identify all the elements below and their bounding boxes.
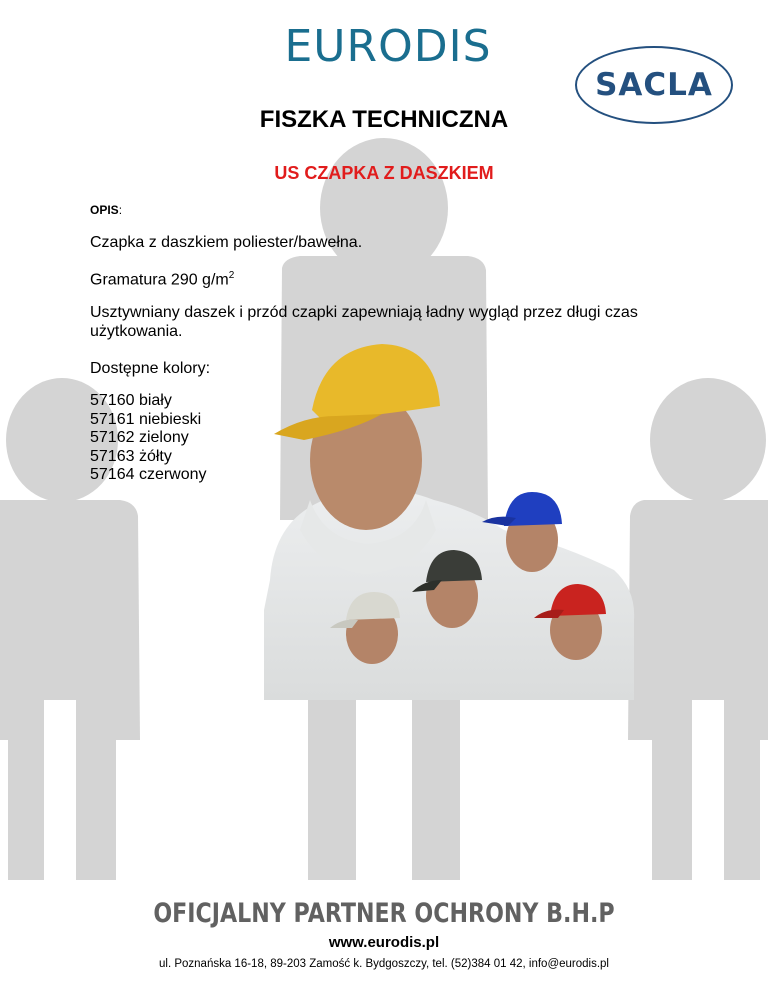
weight-superscript: 2 — [228, 270, 235, 281]
description-text: Czapka z daszkiem poliester/bawełna. — [90, 234, 363, 251]
opis-label — [90, 203, 122, 217]
eurodis-logo: EURODIS — [284, 21, 492, 72]
weight-value: Gramatura 290 g/m — [90, 271, 229, 289]
product-photo — [264, 330, 636, 700]
page-title: FISZKA TECHNICZNA — [259, 106, 509, 133]
sacla-logo: SACLA — [575, 46, 733, 124]
color-item: 57164 czerwony — [90, 466, 207, 483]
opis-label-text: OPIS — [90, 203, 119, 217]
company-address: ul. Poznańska 16-18, 89-203 Zamość k. Bydgoszczy, tel. (52)384 01 42, info@eurodis.pl — [159, 958, 609, 970]
color-item: 57161 niebieski — [90, 410, 202, 428]
opis-colon: : — [118, 203, 123, 217]
stiffening-line-2: użytkowania. — [90, 323, 183, 340]
color-item: 57162 zielony — [90, 429, 189, 446]
cap-yellow — [312, 344, 440, 422]
color-item: 57160 biały — [90, 392, 172, 409]
colors-list — [90, 392, 207, 485]
website-link[interactable]: www.eurodis.pl — [328, 934, 440, 951]
color-item: 57163 żółty — [90, 447, 172, 465]
stiffening-line-1: Usztywniany daszek i przód czapki zapewniają ładny wygląd przez długi czas — [90, 304, 638, 321]
colors-label: Dostępne kolory: — [90, 360, 211, 377]
partner-banner: OFICJALNY PARTNER OCHRONY B.H.P — [153, 898, 615, 929]
product-title: US CZAPKA Z DASZKIEM — [274, 163, 494, 183]
weight-text — [90, 266, 690, 289]
